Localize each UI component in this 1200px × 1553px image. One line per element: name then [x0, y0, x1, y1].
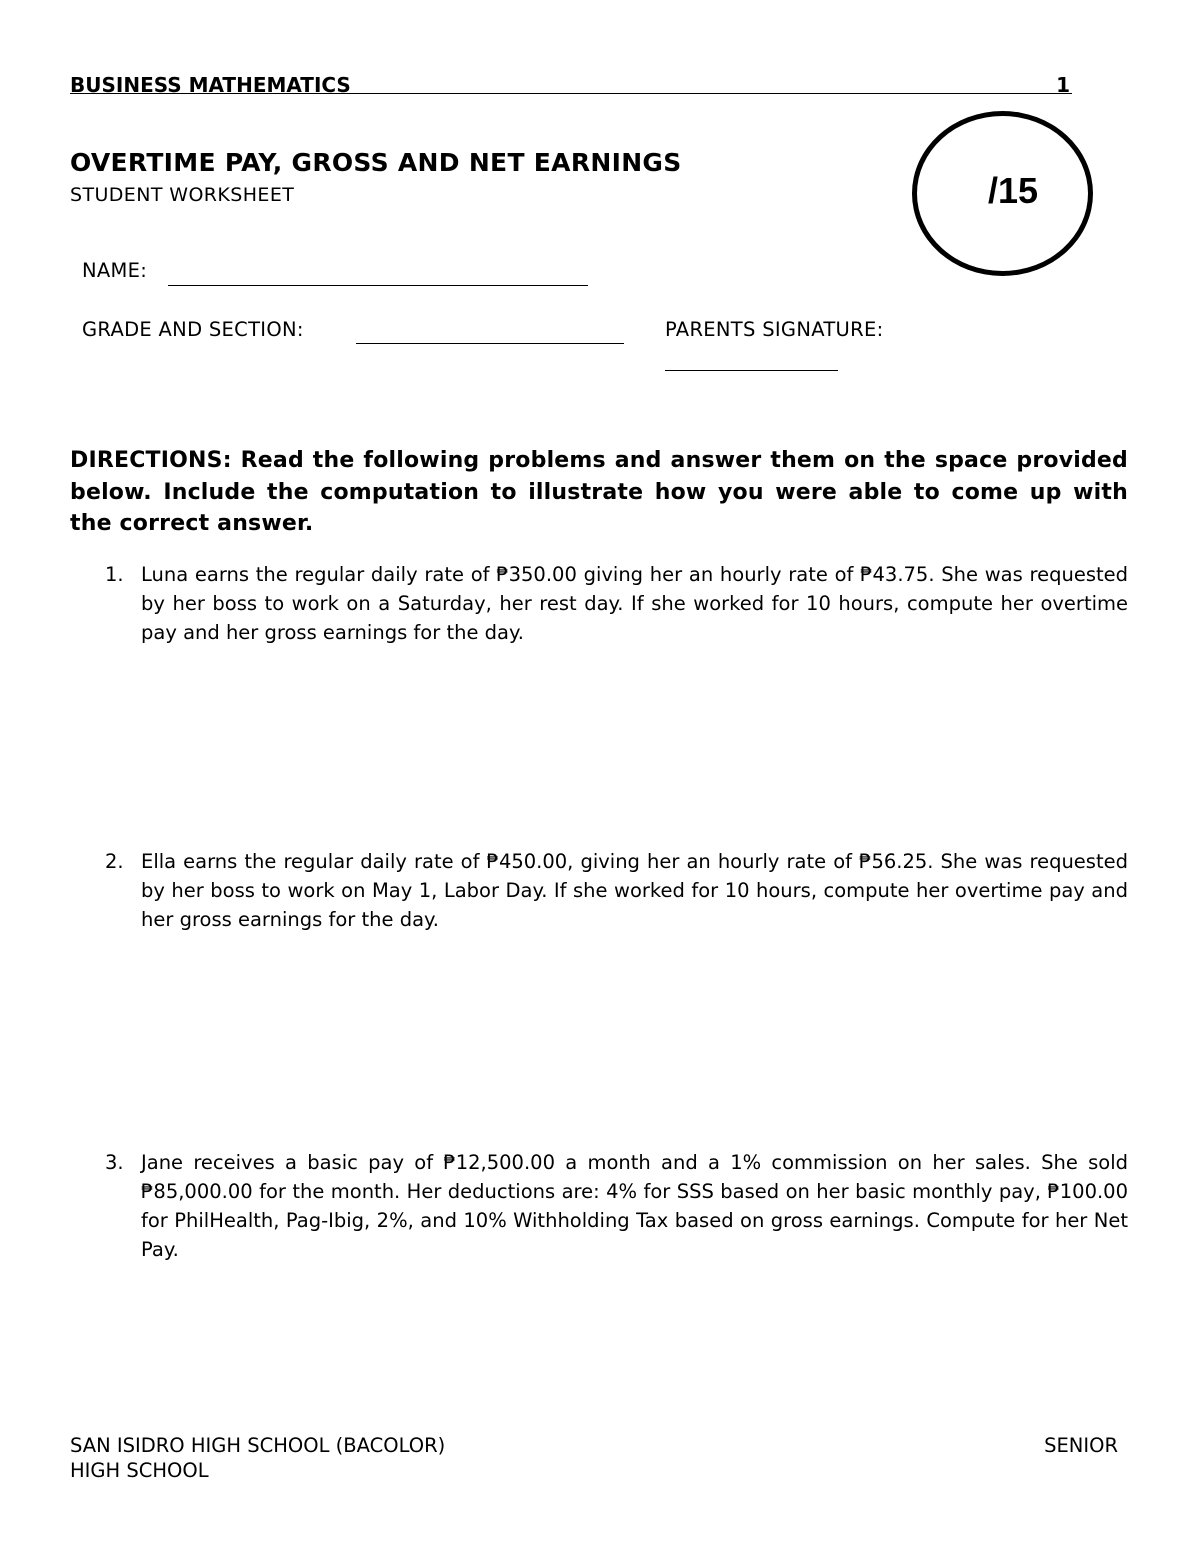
page-header [70, 73, 1072, 97]
worksheet-subtitle: STUDENT WORKSHEET [70, 184, 295, 206]
problem-number: 3. [105, 1151, 124, 1174]
name-label: NAME: [82, 259, 148, 282]
problem-number: 2. [105, 850, 124, 873]
problem-text: Luna earns the regular daily rate of ₱350.00 giving her an hourly rate of ₱43.75. She was requested by her boss to work on a Saturday, her rest day. If she worked for 10 hours, compute her overtime pay and her gross earnings for the day. [141, 563, 1128, 644]
page-number: 1 [1056, 73, 1070, 97]
header-title: BUSINESS MATHEMATICS [70, 73, 351, 97]
worksheet-title: OVERTIME PAY, GROSS AND NET EARNINGS [70, 148, 682, 177]
problem-number: 1. [105, 563, 124, 586]
name-blank[interactable] [168, 285, 588, 286]
score-total: /15 [988, 170, 1039, 211]
directions: DIRECTIONS: Read the following problems and answer them on the space provided below. Include the computation to illustrate how you were able to come up with the correct answer. [70, 448, 1128, 536]
parents-signature-label: PARENTS SIGNATURE: [665, 318, 884, 341]
grade-section-label: GRADE AND SECTION: [82, 318, 304, 341]
problem-text: Ella earns the regular daily rate of ₱450.00, giving her an hourly rate of ₱56.25. She was requested by her boss to work on May 1, Labor Day. If she worked for 10 hours, compute her overtime pay and her gross earnings for the day. [141, 850, 1128, 931]
grade-section-blank[interactable] [356, 343, 624, 344]
footer-school: SAN ISIDRO HIGH SCHOOL (BACOLOR) [70, 1434, 446, 1457]
problem-text: Jane receives a basic pay of ₱12,500.00 a month and a 1% commission on her sales. She sold ₱85,000.00 for the month. Her deductions are: 4% for SSS based on her basic monthly pay, ₱100.00 for PhilHealth, Pag-Ibig, 2%, and 10% Withholding Tax based on gross earnings. Compute for her Net Pay. [141, 1151, 1128, 1261]
footer-level-continued: HIGH SCHOOL [70, 1459, 209, 1482]
footer-level: SENIOR [1044, 1434, 1118, 1457]
parents-signature-blank[interactable] [665, 370, 838, 371]
